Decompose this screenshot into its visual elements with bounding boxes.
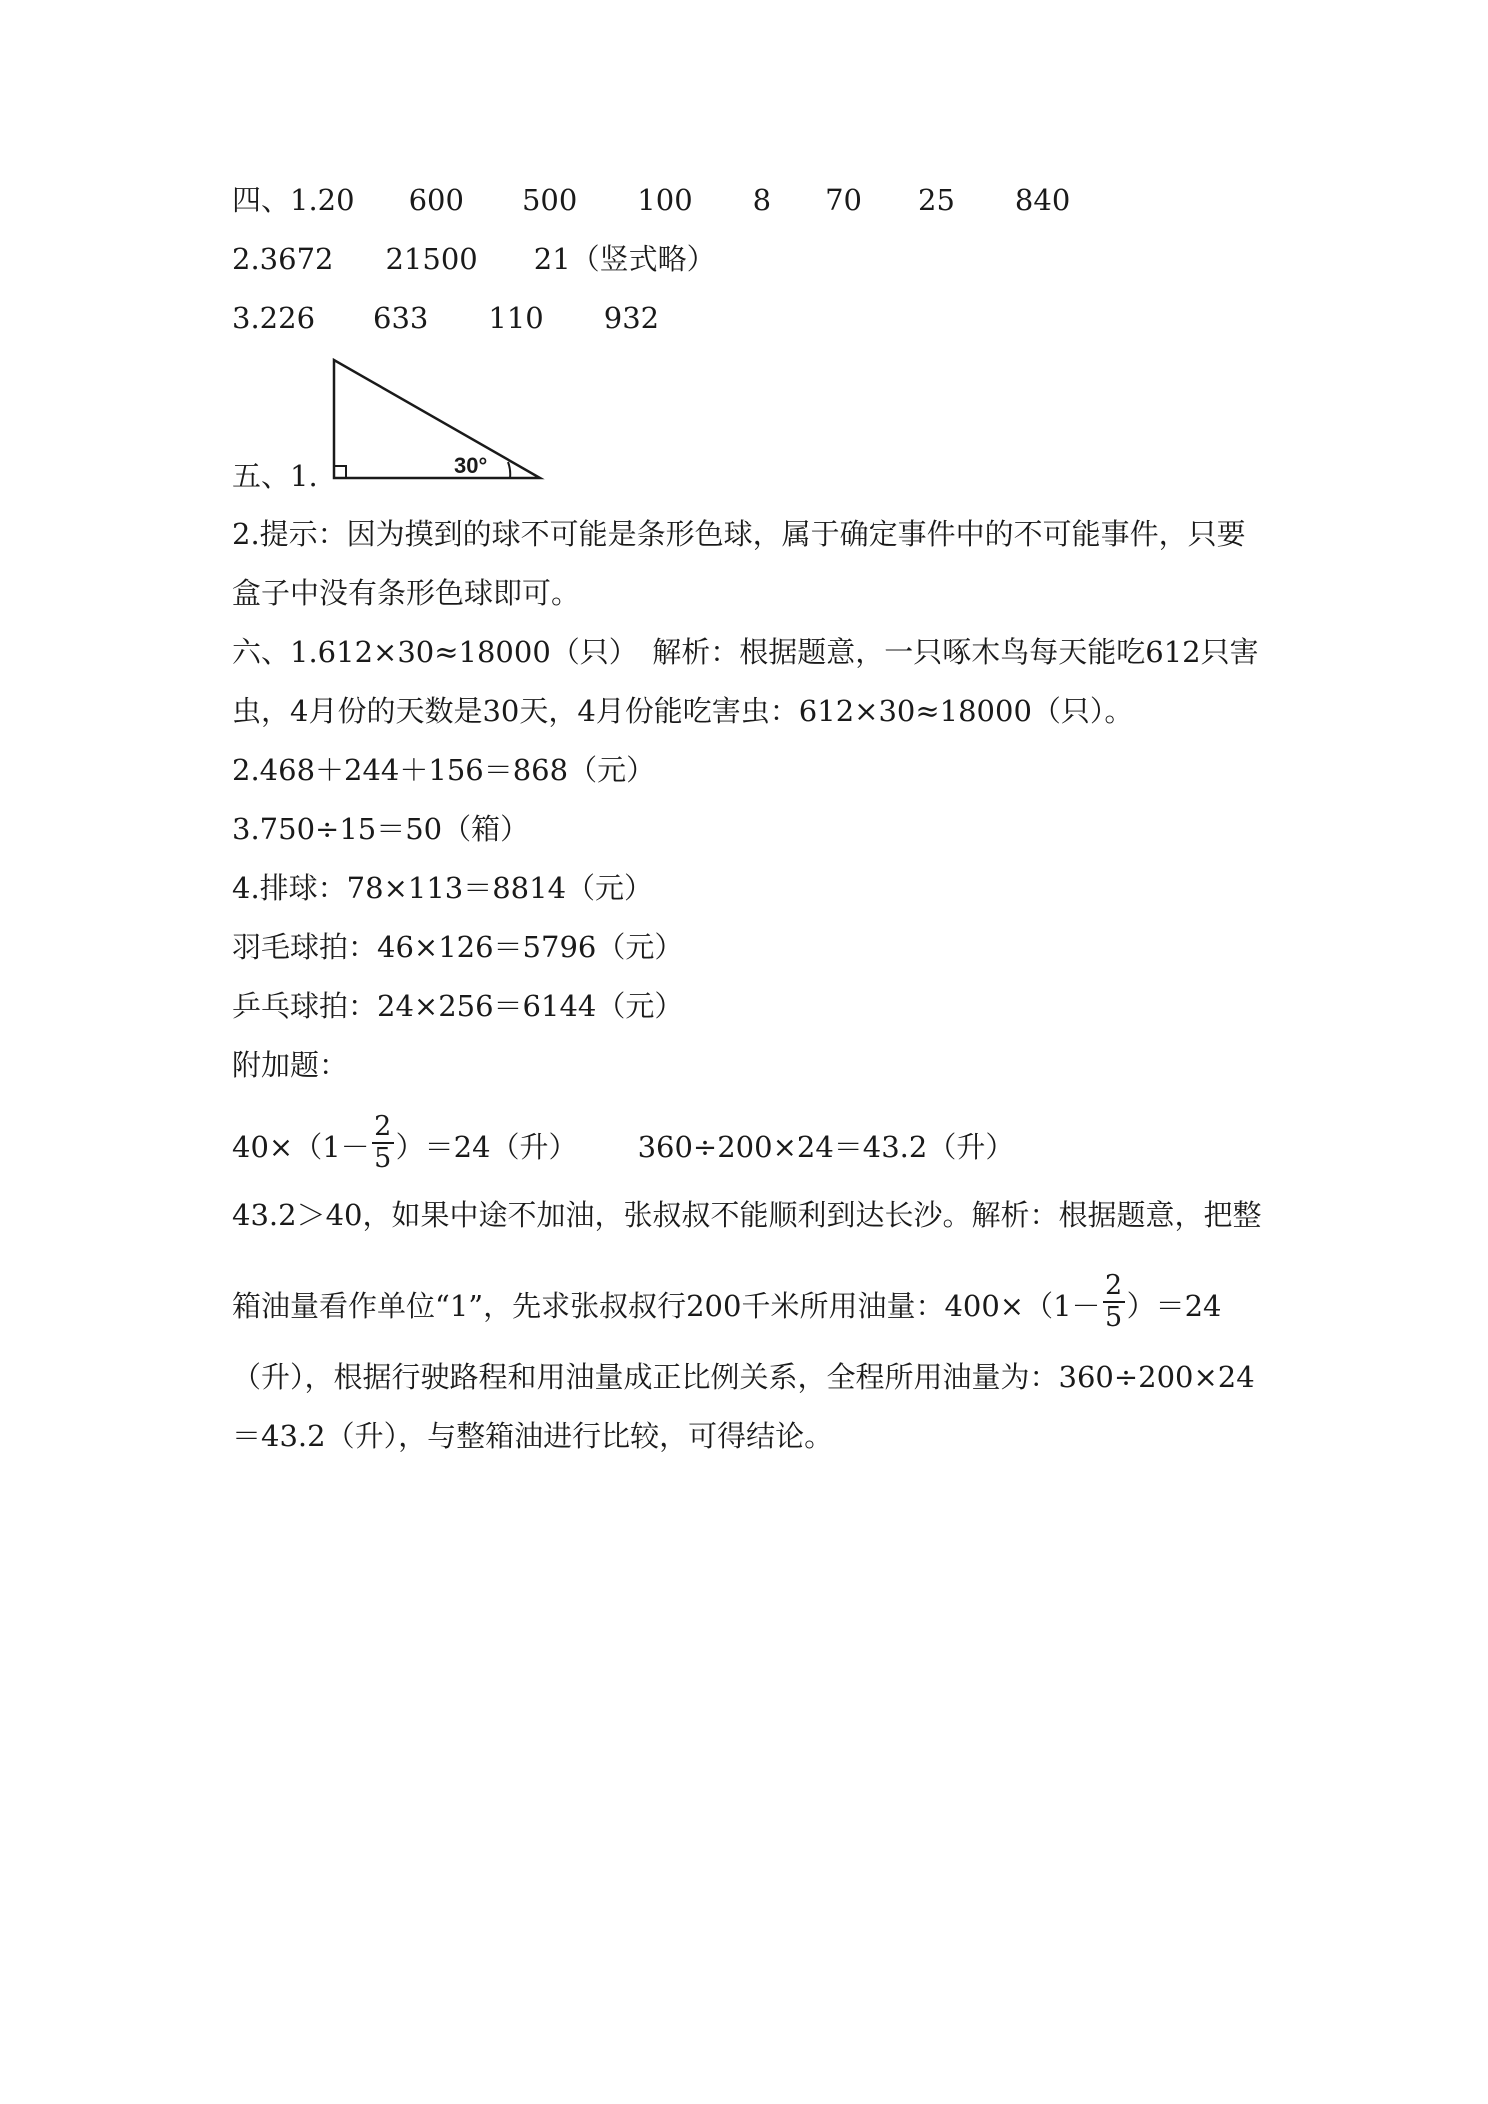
fraction-two-fifths-2 bbox=[1103, 1271, 1125, 1333]
extra-exp-line3: （升），根据行驶路程和用油量成正比例关系，全程所用油量为：360÷200×24 bbox=[232, 1360, 1255, 1394]
extra-exp-line4: ＝43.2（升），与整箱油进行比较，可得结论。 bbox=[232, 1419, 834, 1453]
section5-q2-line2: 盒子中没有条形色球即可。 bbox=[232, 576, 581, 610]
s4-l1-v4: 70 bbox=[825, 183, 863, 217]
s4-l3-v2: 932 bbox=[603, 301, 660, 335]
s4-l2-v1: 21（竖式略） bbox=[533, 242, 716, 276]
section6-q4-line1: 4.排球：78×113＝8814（元） bbox=[232, 871, 654, 905]
right-triangle-figure bbox=[330, 356, 550, 486]
s4-l1-v5: 25 bbox=[918, 183, 955, 217]
s4-l1-v3: 8 bbox=[752, 183, 772, 217]
angle-arc bbox=[508, 462, 510, 478]
eq1-after: ）＝24（升） bbox=[395, 1130, 578, 1164]
section4-line1 bbox=[232, 180, 1070, 220]
frac2-den: 5 bbox=[1104, 1302, 1123, 1333]
s4-l1-v2: 100 bbox=[637, 183, 693, 217]
section6-q2: 2.468＋244＋156＝868（元） bbox=[232, 753, 656, 787]
section5-q2-line1: 2.提示：因为摸到的球不可能是条形色球，属于确定事件中的不可能事件，只要 bbox=[232, 517, 1246, 551]
section6-q3: 3.750÷15＝50（箱） bbox=[232, 812, 530, 846]
frac-den: 5 bbox=[374, 1143, 392, 1174]
section6-q4-line2: 羽毛球拍：46×126＝5796（元） bbox=[232, 930, 684, 964]
fraction-two-fifths bbox=[372, 1112, 394, 1174]
section4-line2 bbox=[232, 239, 716, 279]
frac-num: 2 bbox=[374, 1111, 392, 1142]
s4-l1-v0: 600 bbox=[408, 183, 464, 217]
section4-line3 bbox=[232, 298, 659, 338]
frac2-num: 2 bbox=[1104, 1270, 1123, 1301]
extra-title: 附加题： bbox=[232, 1048, 349, 1082]
extra-equation-line bbox=[232, 1111, 1015, 1180]
section6-q4-line3: 乒乓球拍：24×256＝6144（元） bbox=[232, 989, 684, 1023]
s4-l1-v1: 500 bbox=[521, 183, 578, 217]
angle-label: 30° bbox=[454, 453, 488, 478]
s4-l2-v0: 21500 bbox=[385, 242, 478, 276]
s4-l1-prefix: 四、1.20 bbox=[232, 183, 355, 217]
eq1-before: 40×（1－ bbox=[232, 1130, 370, 1164]
s4-l3-v0: 633 bbox=[373, 301, 429, 335]
section6-q1-line1: 六、1.612×30≈18000（只） 解析：根据题意，一只啄木鸟每天能吃612只害 bbox=[232, 635, 1259, 669]
eq2: 360÷200×24＝43.2（升） bbox=[637, 1130, 1015, 1164]
s4-l1-v6: 840 bbox=[1014, 183, 1071, 217]
s4-l3-v1: 110 bbox=[488, 301, 544, 335]
section5-q1-label: 五、1. bbox=[232, 459, 318, 493]
extra-exp-line1: 43.2＞40，如果中途不加油，张叔叔不能顺利到达长沙。解析：根据题意，把整 bbox=[232, 1198, 1262, 1232]
triangle-shape bbox=[334, 360, 540, 478]
s4-l3-prefix: 3.226 bbox=[232, 301, 316, 335]
right-angle-mark bbox=[334, 466, 346, 478]
exp2-before: 箱油量看作单位“1”，先求张叔叔行200千米所用油量：400×（1－ bbox=[232, 1289, 1101, 1323]
extra-exp-line2 bbox=[232, 1270, 1222, 1339]
exp2-after: ）＝24 bbox=[1126, 1289, 1222, 1323]
section6-q1-line2: 虫，4月份的天数是30天，4月份能吃害虫：612×30≈18000（只）。 bbox=[232, 694, 1134, 728]
s4-l2-prefix: 2.3672 bbox=[232, 242, 334, 276]
